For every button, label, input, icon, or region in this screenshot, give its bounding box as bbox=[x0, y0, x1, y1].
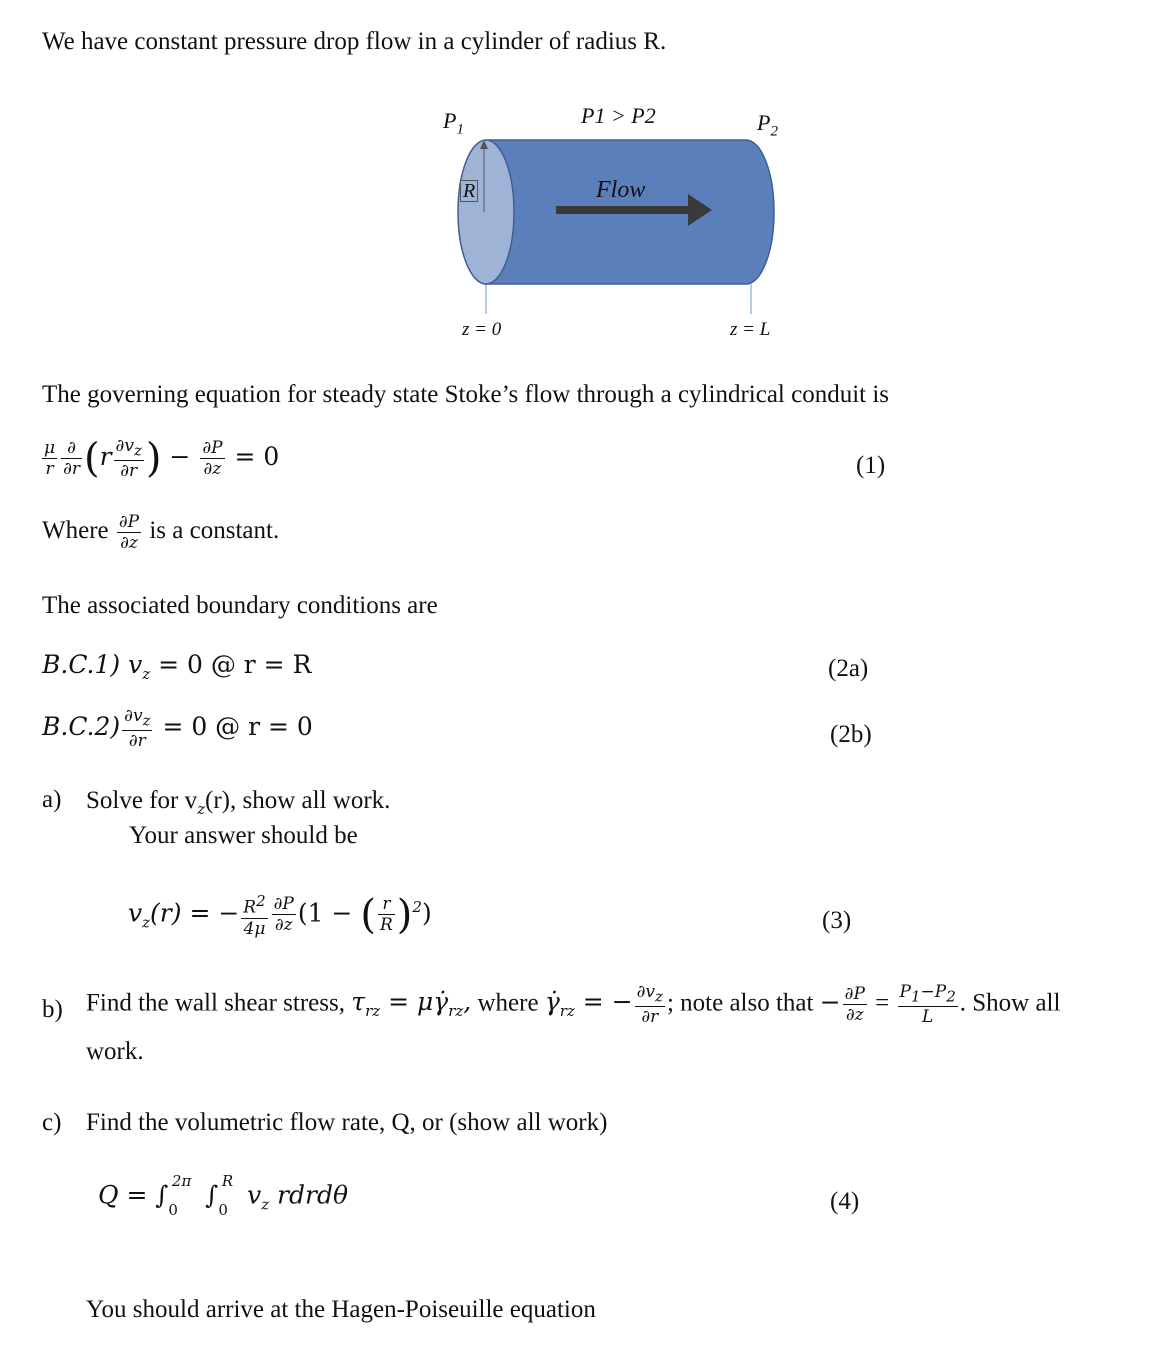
eq3-label: (3) bbox=[822, 907, 852, 934]
bc1-equation: B.C.1) $v_z = 0$ @ r = R bbox=[42, 650, 312, 683]
p2-label: $P_2$ bbox=[757, 110, 778, 140]
eq4-label: (4) bbox=[830, 1188, 860, 1215]
part-a-question: Solve for $v_z(r)$, show all work. bbox=[86, 787, 391, 818]
part-b-marker: b) bbox=[42, 996, 63, 1023]
cylinder-diagram bbox=[0, 0, 1152, 360]
p-compare-label: P1 > P2 bbox=[581, 103, 656, 128]
z0-label: z = 0 bbox=[462, 319, 502, 340]
where-line: Where $\frac{\partial P}{\partial z}$ is a constant. bbox=[42, 512, 280, 553]
bc2-label-text: B.C.2) bbox=[42, 712, 121, 742]
bc1-rest: = 0 @ r = R bbox=[158, 650, 312, 679]
bc2-equation: B.C.2) $\frac{\partial v_z}{\partial r}$ = 0 @ r = 0 bbox=[42, 706, 313, 752]
radius-label: R bbox=[460, 180, 478, 202]
part-c-marker: c) bbox=[42, 1109, 62, 1136]
cylinder-end-face bbox=[458, 140, 514, 284]
equation-4: $Q = \int_0^{2\pi}$ $\int_0^R$ $v_z$ rdrdθ bbox=[98, 1172, 349, 1220]
bc-intro: The associated boundary conditions are bbox=[42, 592, 438, 619]
part-a-marker: a) bbox=[42, 786, 62, 813]
intro-text: We have constant pressure drop flow in a cylinder of radius R. bbox=[42, 28, 667, 55]
part-a-answer-intro: Your answer should be bbox=[129, 822, 358, 849]
bc2-eq-label: (2b) bbox=[830, 721, 872, 748]
bc1-eq-label: (2a) bbox=[828, 655, 869, 682]
bc1-label-text: B.C.1) v bbox=[42, 650, 143, 679]
part-c-question: Find the volumetric flow rate, Q, or (show all work) bbox=[86, 1109, 608, 1136]
zL-label: z = L bbox=[730, 319, 771, 340]
equation-3: $v_z(r)$ = − $\frac{R^2}{4\mu}$ $\frac{\partial P}{\partial z}$ (1 − ( $\frac{r}{R}$ )$^2$) bbox=[128, 891, 432, 939]
p1-label: $P_1$ bbox=[443, 108, 464, 138]
equation-1: $\frac{\mu}{r}$ $\frac{\partial}{\partial r}$ (r $\frac{\partial v_z}{\partial r}$ ) − $\frac{\partial P}{\partial z}$ = 0 bbox=[44, 435, 280, 482]
eq1-label: (1) bbox=[856, 452, 886, 479]
flow-label: Flow bbox=[596, 177, 646, 203]
part-b-question: Find the wall shear stress, $\tau_{rz}$ = $\mu\gammȧ_{rz}$, where $\gammȧ_{rz}$ = − $\frac{\partial v_z}{\partial r}$ ; note also that − $\frac{\partial P}{\partial z}$ = $\frac{P_1-P_2}{L}$ . Show all bbox=[86, 982, 1061, 1028]
bc2-rest: = 0 @ r = 0 bbox=[162, 712, 313, 742]
part-b-work: work. bbox=[86, 1038, 144, 1065]
closing-text: You should arrive at the Hagen-Poiseuille equation bbox=[86, 1296, 596, 1323]
governing-text: The governing equation for steady state Stoke’s flow through a cylindrical conduit is bbox=[42, 381, 890, 408]
